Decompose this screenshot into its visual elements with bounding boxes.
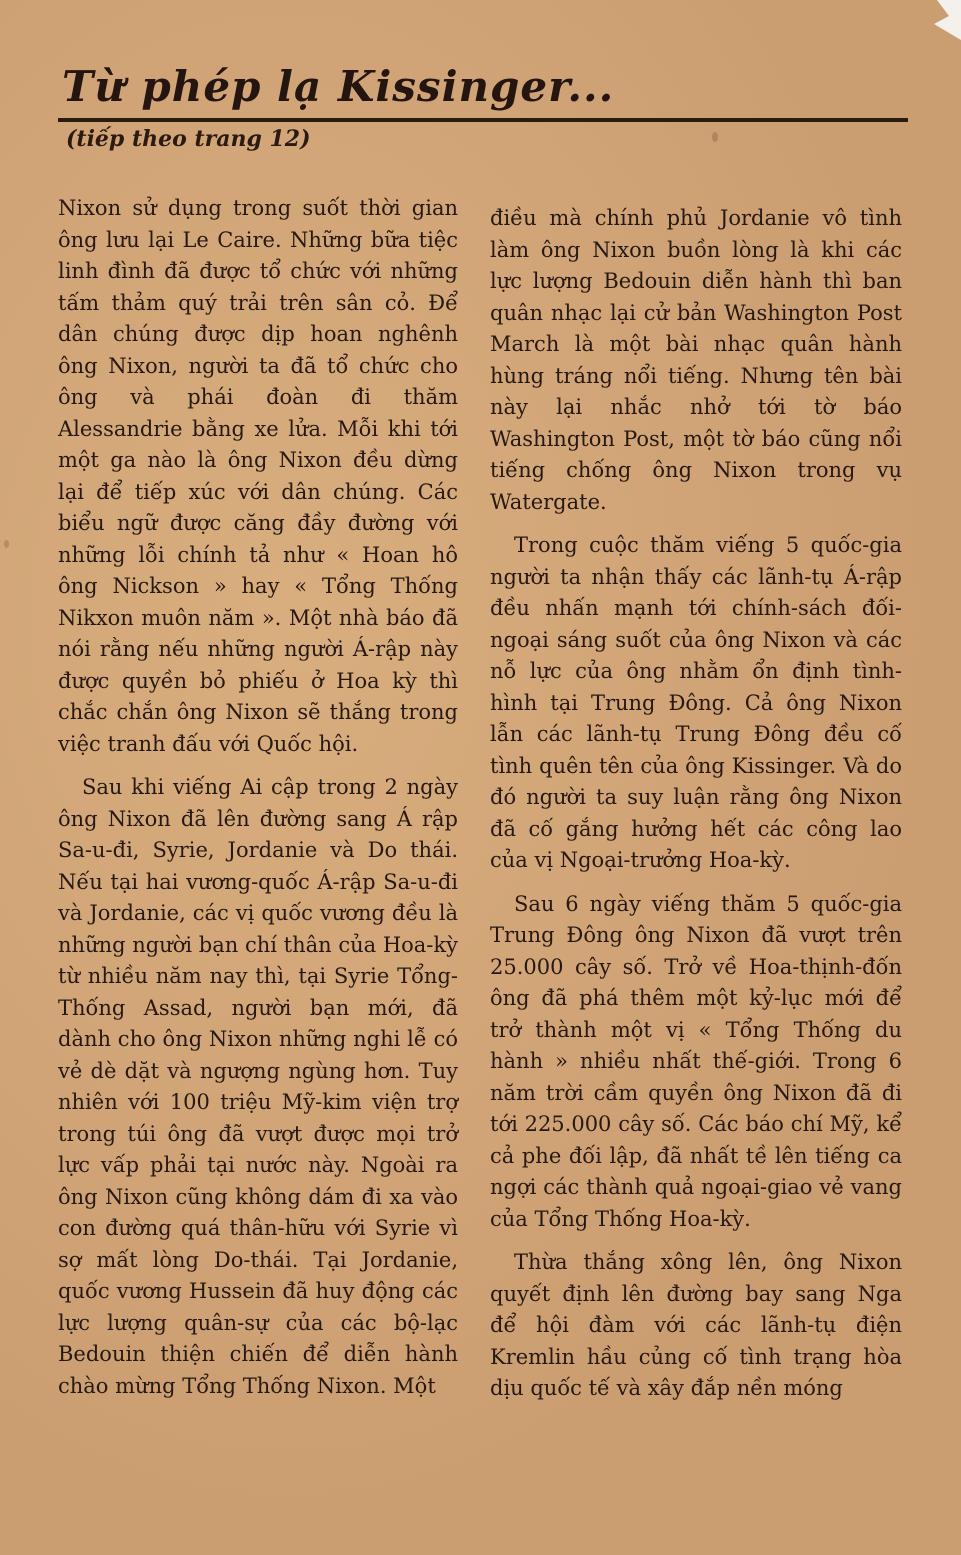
- paragraph: Trong cuộc thăm viếng 5 quốc-gia người ta nhận thấy các lãnh-tụ Á-rập đều nhấn mạnh tới chính-sách đối-ngoại sáng suốt của ông Nixon và các nỗ lực của ông nhằm ổn định tình-hình tại Trung Đông. Cả ông Nixon lẫn các lãnh-tụ Trung Đông đều cố tình quên tên của ông Kissinger. Và do đó người ta suy luận rằng ông Nixon đã cố gắng hưởng hết các công lao của vị Ngoại-trưởng Hoa-kỳ.: [490, 533, 902, 872]
- torn-corner: [931, 0, 961, 40]
- paper-stain: [712, 132, 718, 142]
- paragraph: điều mà chính phủ Jordanie vô tình làm ông Nixon buồn lòng là khi các lực lượng Bedouin diễn hành thì ban quân nhạc lại cử bản Washington Post March là một bài nhạc quân hành hùng tráng nổi tiếng. Nhưng tên bài này lại nhắc nhở tới tờ báo Washington Post, một tờ báo cũng nổi tiếng chống ông Nixon trong vụ Watergate.: [490, 206, 902, 514]
- left-column: [58, 193, 458, 1414]
- title-rule: [58, 118, 908, 122]
- continuation-note: (tiếp theo trang 12): [66, 126, 311, 152]
- paragraph: Nixon sử dụng trong suốt thời gian ông lưu lại Le Caire. Những bữa tiệc linh đình đã được tổ chức với những tấm thảm quý trải trên sân cỏ. Để dân chúng được dịp hoan nghênh ông Nixon, người ta đã tổ chức cho ông và phái đoàn đi thăm Alessandrie bằng xe lửa. Mỗi khi tới một ga nào là ông Nixon đều dừng lại để tiếp xúc với dân chúng. Các biểu ngữ được căng đầy đường với những lỗi chính tả như « Hoan hô ông Nickson » hay « Tổng Thống Nikxon muôn năm ». Một nhà báo đã nói rằng nếu những người Á-rập này được quyền bỏ phiếu ở Hoa kỳ thì chắc chắn ông Nixon sẽ thắng trong việc tranh đấu với Quốc hội.: [58, 196, 458, 756]
- paragraph: Sau khi viếng Ai cập trong 2 ngày ông Nixon đã lên đường sang Á rập Sa-u-đi, Syrie, Jordanie và Do thái. Nếu tại hai vương-quốc Á-rập Sa-u-đi và Jordanie, các vị quốc vương đều là những người bạn chí thân của Hoa-kỳ từ nhiều năm nay thì, tại Syrie Tổng-Thống Assad, người bạn mới, đã dành cho ông Nixon những nghi lễ có vẻ dè dặt và ngượng ngùng hơn. Tuy nhiên với 100 triệu Mỹ-kim viện trợ trong túi ông đã vượt được mọi trở lực vấp phải tại nước này. Ngoài ra ông Nixon cũng không dám đi xa vào con đường quá thân-hữu với Syrie vì sợ mất lòng Do-thái. Tại Jordanie, quốc vương Hussein đã huy động các lực lượng quân-sự của các bộ-lạc Bedouin thiện chiến để diễn hành chào mừng Tổng Thống Nixon. Một: [58, 775, 458, 1398]
- paragraph: Sau 6 ngày viếng thăm 5 quốc-gia Trung Đông ông Nixon đã vượt trên 25.000 cây số. Trở về Hoa-thịnh-đốn ông đã phá thêm một kỷ-lục mới để trở thành một vị « Tổng Thống du hành » nhiều nhất thế-giới. Trong 6 năm trời cầm quyền ông Nixon đã đi tới 225.000 cây số. Các báo chí Mỹ, kể cả phe đối lập, đã nhất tề lên tiếng ca ngợi các thành quả ngoại-giao vẻ vang của Tổng Thống Hoa-kỳ.: [490, 891, 902, 1231]
- article-title: Từ phép lạ Kissinger...: [62, 62, 615, 111]
- paragraph: Thừa thắng xông lên, ông Nixon quyết định lên đường bay sang Nga để hội đàm với các lãnh-tụ điện Kremlin hầu củng cố tình trạng hòa dịu quốc tế và xây đắp nền móng: [490, 1250, 902, 1400]
- paper-stain: [4, 540, 9, 548]
- right-column: [490, 203, 902, 1417]
